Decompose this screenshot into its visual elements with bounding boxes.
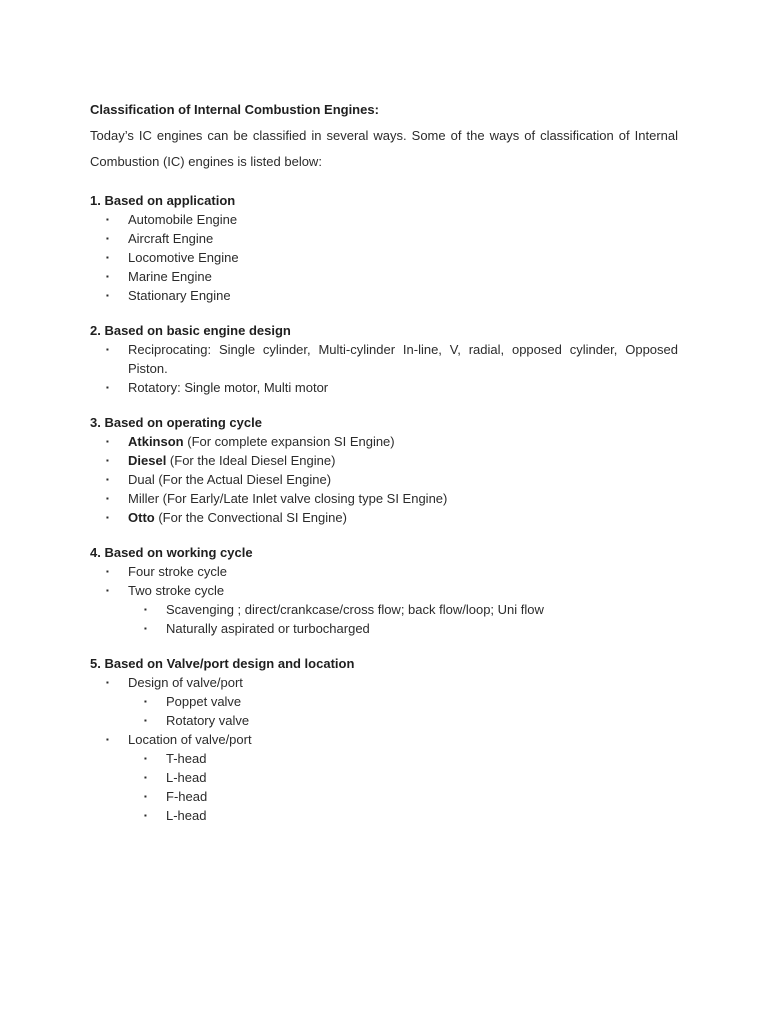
document-page <box>90 100 678 825</box>
list-item <box>90 229 678 248</box>
item-text: Four stroke cycle <box>128 564 227 579</box>
square-bullet-icon: ▪ <box>106 253 109 262</box>
section-heading: 2. Based on basic engine design <box>90 323 291 338</box>
square-bullet-icon: ▪ <box>106 234 109 243</box>
item-text: Reciprocating: Single cylinder, Multi-cylinder In-line, V, radial, opposed cylinder, Opposed Piston. <box>128 342 678 376</box>
sub-list-item <box>90 600 678 619</box>
square-bullet-icon: ▪ <box>144 792 147 801</box>
list-item <box>90 432 678 451</box>
sub-list-item <box>90 806 678 825</box>
square-bullet-icon: ▪ <box>144 754 147 763</box>
list-item <box>90 267 678 286</box>
square-bullet-icon: ▪ <box>144 697 147 706</box>
square-bullet-icon: ▪ <box>144 716 147 725</box>
item-text: Marine Engine <box>128 269 212 284</box>
list-item <box>90 470 678 489</box>
item-text: Naturally aspirated or turbocharged <box>166 621 370 636</box>
item-text: T-head <box>166 751 207 766</box>
item-text: Locomotive Engine <box>128 250 239 265</box>
item-text: Automobile Engine <box>128 212 238 227</box>
document-title: Classification of Internal Combustion Engines: <box>90 102 379 117</box>
square-bullet-icon: ▪ <box>106 475 109 484</box>
square-bullet-icon: ▪ <box>106 586 109 595</box>
list-item <box>90 378 678 397</box>
list-item <box>90 340 678 378</box>
item-text: Rotatory: Single motor, Multi motor <box>128 380 329 395</box>
list-item <box>90 489 678 508</box>
item-text: Two stroke cycle <box>128 583 225 598</box>
item-text: Design of valve/port <box>128 675 243 690</box>
item-text: Location of valve/port <box>128 732 252 747</box>
list-item <box>90 562 678 581</box>
square-bullet-icon: ▪ <box>106 291 109 300</box>
intro-paragraph: Today’s IC engines can be classified in several ways. Some of the ways of classification of Internal Combustion (IC) engines is listed below: <box>90 128 678 169</box>
item-text: (For the Ideal Diesel Engine) <box>166 453 336 468</box>
square-bullet-icon: ▪ <box>106 513 109 522</box>
list-item <box>90 248 678 267</box>
section-heading: 3. Based on operating cycle <box>90 415 262 430</box>
item-term: Otto <box>128 510 155 525</box>
item-text: L-head <box>166 808 207 823</box>
sub-list-item <box>90 619 678 638</box>
classification-sections <box>90 191 678 825</box>
sub-list-item <box>90 768 678 787</box>
square-bullet-icon: ▪ <box>106 567 109 576</box>
sub-list-item <box>90 692 678 711</box>
list-item <box>90 581 678 600</box>
section-5 <box>90 654 678 825</box>
section-heading: 1. Based on application <box>90 193 236 208</box>
square-bullet-icon: ▪ <box>106 678 109 687</box>
square-bullet-icon: ▪ <box>144 773 147 782</box>
list-item <box>90 508 678 527</box>
list-item <box>90 451 678 470</box>
item-text: F-head <box>166 789 208 804</box>
item-text: L-head <box>166 770 207 785</box>
square-bullet-icon: ▪ <box>106 215 109 224</box>
item-text: Scavenging ; direct/crankcase/cross flow; back flow/loop; Uni flow <box>166 602 544 617</box>
item-text: Dual (For the Actual Diesel Engine) <box>128 472 332 487</box>
square-bullet-icon: ▪ <box>106 272 109 281</box>
square-bullet-icon: ▪ <box>106 735 109 744</box>
square-bullet-icon: ▪ <box>144 605 147 614</box>
item-text: (For the Convectional SI Engine) <box>154 510 347 525</box>
sub-list-item <box>90 749 678 768</box>
section-2 <box>90 321 678 397</box>
square-bullet-icon: ▪ <box>106 383 109 392</box>
list-item <box>90 286 678 305</box>
item-text: Stationary Engine <box>128 288 231 303</box>
list-item <box>90 730 678 749</box>
square-bullet-icon: ▪ <box>144 624 147 633</box>
square-bullet-icon: ▪ <box>106 456 109 465</box>
section-4 <box>90 543 678 638</box>
item-text: Miller (For Early/Late Inlet valve closing type SI Engine) <box>128 491 448 506</box>
item-text: Rotatory valve <box>166 713 250 728</box>
square-bullet-icon: ▪ <box>144 811 147 820</box>
section-heading: 4. Based on working cycle <box>90 545 253 560</box>
square-bullet-icon: ▪ <box>106 494 109 503</box>
square-bullet-icon: ▪ <box>106 437 109 446</box>
sub-list-item <box>90 787 678 806</box>
section-heading: 5. Based on Valve/port design and location <box>90 656 355 671</box>
sub-list-item <box>90 711 678 730</box>
item-term: Atkinson <box>128 434 184 449</box>
item-text: Poppet valve <box>166 694 242 709</box>
section-3 <box>90 413 678 527</box>
square-bullet-icon: ▪ <box>106 345 109 354</box>
section-1 <box>90 191 678 305</box>
item-term: Diesel <box>128 453 167 468</box>
list-item <box>90 210 678 229</box>
item-text: (For complete expansion SI Engine) <box>183 434 395 449</box>
item-text: Aircraft Engine <box>128 231 214 246</box>
list-item <box>90 673 678 692</box>
